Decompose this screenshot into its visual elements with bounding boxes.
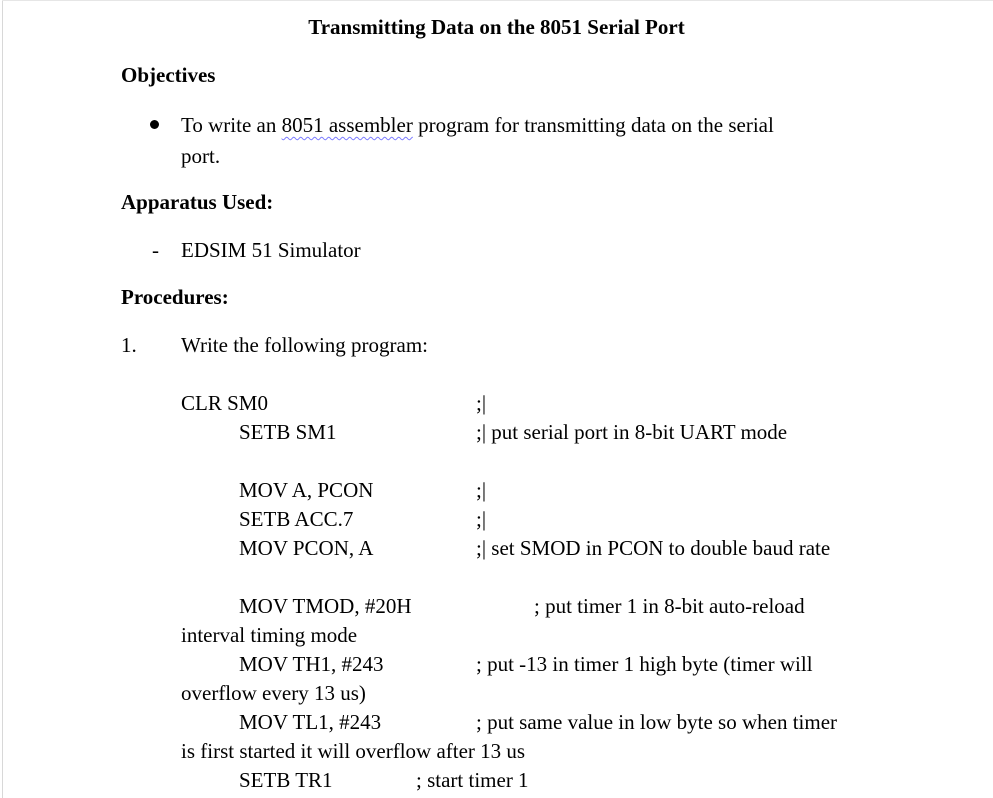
code-comment-wrap: overflow every 13 us) — [181, 681, 366, 705]
code-instruction: MOV TMOD, #20H — [239, 594, 412, 618]
apparatus-item: EDSIM 51 Simulator — [181, 238, 361, 262]
code-comment: ;| set SMOD in PCON to double baud rate — [476, 536, 831, 560]
code-instruction: SETB SM1 — [239, 420, 337, 444]
objective-text-start: To write an — [181, 113, 282, 137]
procedures-heading: Procedures: — [121, 285, 229, 309]
code-comment: ; put -13 in timer 1 high byte (timer will — [476, 652, 813, 676]
page-edge — [2, 0, 993, 1]
code-instruction: MOV PCON, A — [239, 536, 374, 560]
code-comment-wrap: interval timing mode — [181, 623, 358, 647]
code-instruction: MOV TL1, #243 — [239, 710, 382, 734]
objective-bullet-continuation: port. — [181, 144, 221, 168]
code-comment: ;| — [476, 478, 487, 502]
code-comment-wrap: is first started it will overflow after 13 us — [181, 739, 526, 763]
apparatus-dash: - — [152, 238, 159, 262]
objective-bullet-line — [181, 113, 774, 137]
document-title: Transmitting Data on the 8051 Serial Port — [308, 15, 685, 39]
code-comment: ;| — [476, 507, 487, 531]
bullet-icon — [150, 120, 159, 129]
page-edge — [2, 0, 3, 798]
code-comment: ; start timer 1 — [416, 768, 529, 792]
apparatus-heading: Apparatus Used: — [121, 190, 274, 214]
spellcheck-flagged-text: 8051 assembler — [281, 113, 413, 137]
step-number: 1. — [121, 333, 137, 357]
code-instruction: CLR SM0 — [181, 391, 268, 415]
step-text: Write the following program: — [181, 333, 429, 357]
code-comment: ; put timer 1 in 8-bit auto-reload — [534, 594, 805, 618]
code-comment: ;| put serial port in 8-bit UART mode — [476, 420, 788, 444]
objective-text-end: program for transmitting data on the serial — [412, 113, 774, 137]
code-instruction: SETB ACC.7 — [239, 507, 354, 531]
code-comment: ; put same value in low byte so when timer — [476, 710, 838, 734]
code-instruction: SETB TR1 — [239, 768, 333, 792]
code-instruction: MOV TH1, #243 — [239, 652, 384, 676]
objectives-heading: Objectives — [121, 63, 216, 87]
code-instruction: MOV A, PCON — [239, 478, 374, 502]
code-comment: ;| — [476, 391, 487, 415]
